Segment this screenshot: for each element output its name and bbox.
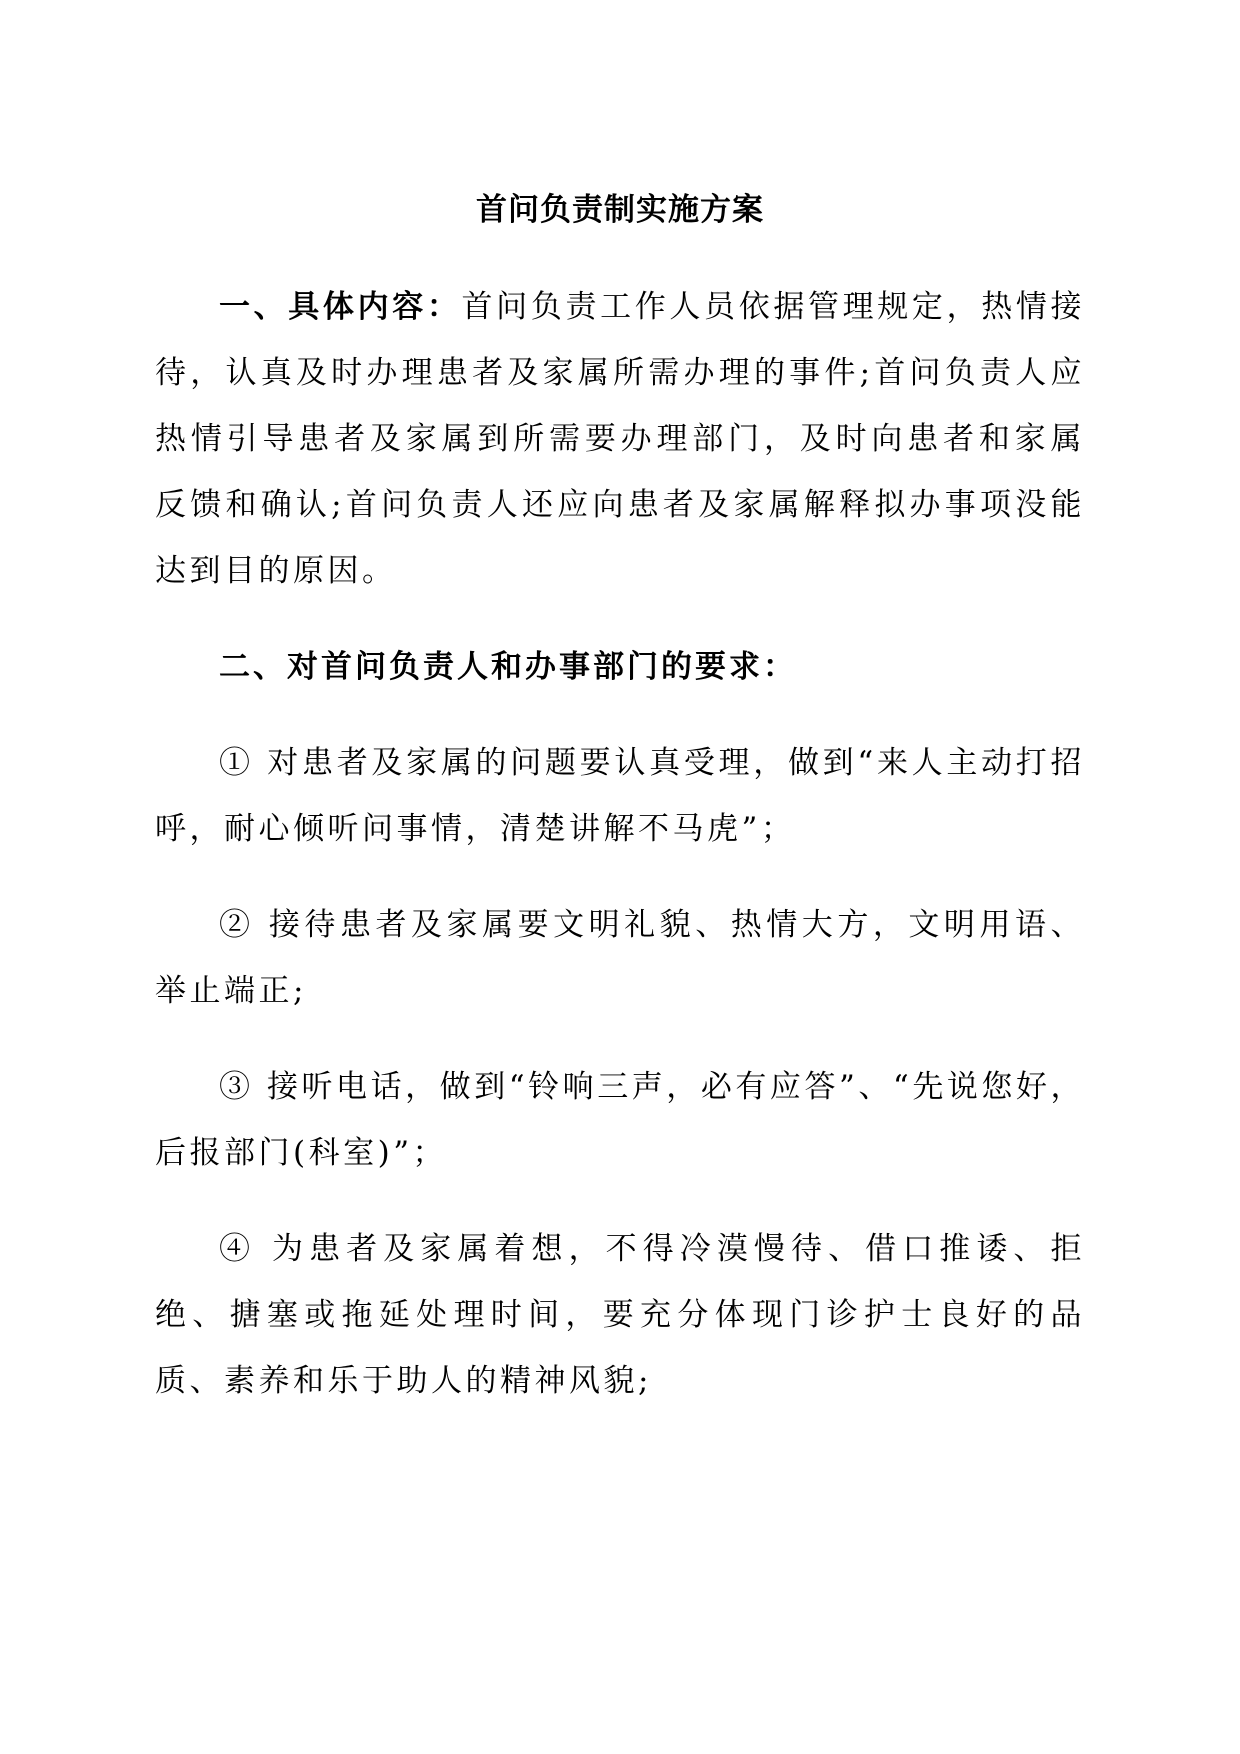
section1-body: 首问负责工作人员依据管理规定，热情接待，认真及时办理患者及家属所需办理的事件;首问负责人应热情引导患者及家属到所需要办理部门，及时向患者和家属反馈和确认;首问负责人还应向患者及家属解释拟办事项没能达到目的原因。 <box>155 289 1086 589</box>
section1-paragraph <box>155 274 1085 604</box>
document-title: 首问负责制实施方案 <box>476 192 764 228</box>
requirement-item-1: ① 对患者及家属的问题要认真受理，做到“来人主动打招呼，耐心倾听问事情，清楚讲解不马虎”； <box>155 745 1085 847</box>
section1-heading: 一、具体内容 <box>219 289 427 325</box>
document-page <box>155 190 1085 1444</box>
section2-heading: 二、对首问负责人和办事部门的要求： <box>219 649 797 685</box>
requirement-item-3: ③ 接听电话，做到“铃响三声，必有应答”、“先说您好，后报部门(科室)”； <box>155 1069 1085 1171</box>
requirement-item-4: ④ 为患者及家属着想，不得冷漠慢待、借口推诿、拒绝、搪塞或拖延处理时间，要充分体现门诊护士良好的品质、素养和乐于助人的精神风貌; <box>155 1231 1085 1399</box>
requirement-item-2: ② 接待患者及家属要文明礼貌、热情大方，文明用语、举止端正; <box>155 907 1085 1009</box>
section1-heading-colon: ： <box>426 289 462 325</box>
